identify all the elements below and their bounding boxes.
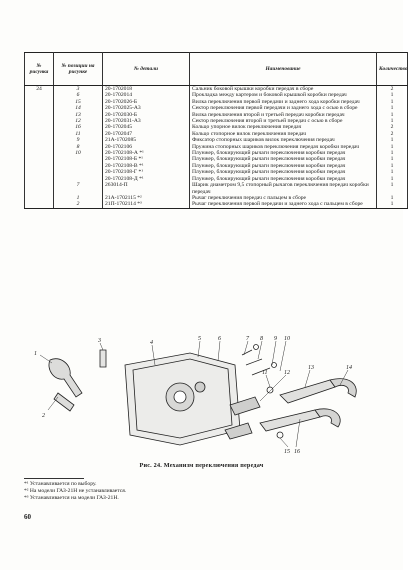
- row-part-number: 21А-1702085: [103, 137, 190, 143]
- row-quantity: 1: [377, 195, 408, 201]
- figure-label-8: 8: [260, 336, 263, 342]
- row-part-name: Плунжер, блокирующий рычаги переключения коробки передач: [190, 163, 377, 169]
- row-part-name: Плунжер, блокирующий рычаги переключения коробки передач: [190, 150, 377, 156]
- row-position: 8: [54, 144, 103, 150]
- row-part-number: 21П-1702114 *³: [103, 201, 190, 208]
- row-quantity: 1: [377, 144, 408, 150]
- figure-label-16: 16: [294, 449, 300, 455]
- row-part-number: 20-1702025-А3: [103, 105, 190, 111]
- row-part-name: Сальник боковой крышки коробки передач в сборе: [190, 86, 377, 93]
- table-row: [25, 182, 408, 195]
- row-position: 12: [54, 118, 103, 124]
- row-position: 10: [54, 150, 103, 156]
- row-part-number: 20-1702108-В *¹: [103, 163, 190, 169]
- row-quantity: 1: [377, 112, 408, 118]
- footnote-3: *³ Устанавливается на модели ГАЗ-21Н.: [24, 495, 119, 501]
- row-part-name: Рычаг переключения первой передачи и заднего хода с пальцем в сборе: [190, 201, 377, 208]
- figure-label-1: 1: [34, 351, 37, 357]
- gearshift-mechanism-drawing: [30, 335, 375, 455]
- header-quantity: Количество: [377, 53, 408, 86]
- header-part-name: Наименование: [190, 53, 377, 86]
- row-part-number: 20-1702108-А *¹: [103, 150, 190, 156]
- row-part-number: 20-1702018: [103, 86, 190, 93]
- row-part-name: Кольцо упорное вилок переключения передач: [190, 124, 377, 130]
- row-part-number: 20-1702030-Б: [103, 112, 190, 118]
- figure-label-5: 5: [198, 336, 201, 342]
- row-part-number: 20-1702031-А3: [103, 118, 190, 124]
- row-quantity: 2: [377, 131, 408, 137]
- row-position: 6: [54, 92, 103, 98]
- row-figure-number: [25, 182, 54, 195]
- table-header-row: [25, 53, 408, 86]
- row-position: 11: [54, 131, 103, 137]
- row-quantity: 2: [377, 86, 408, 93]
- figure-label-12: 12: [284, 370, 290, 376]
- figure-label-4: 4: [150, 340, 153, 346]
- figure-label-10: 10: [284, 336, 290, 342]
- figure-label-3: 3: [98, 338, 101, 344]
- header-position-number: № позиции на рисунке: [54, 53, 103, 86]
- figure-label-2: 2: [42, 413, 45, 419]
- row-part-name: Вилка переключения второй и третьей передач коробки передач: [190, 112, 377, 118]
- row-quantity: 1: [377, 137, 408, 143]
- row-part-number: 263014-П: [103, 182, 190, 195]
- figure-caption: Рис. 24. Механизм переключения передач: [139, 462, 264, 469]
- row-quantity: 1: [377, 118, 408, 124]
- figure-label-11: 11: [262, 370, 268, 376]
- figure-label-7: 7: [246, 336, 249, 342]
- row-part-name: Плунжер, блокирующий рычаги переключения коробки передач: [190, 169, 377, 175]
- row-part-number: 20-1702106: [103, 144, 190, 150]
- row-position: 2: [54, 201, 103, 208]
- row-part-number: 20-1702108-Д *¹: [103, 176, 190, 182]
- row-position: 13: [54, 112, 103, 118]
- row-part-number: 20-1702045: [103, 124, 190, 130]
- page-number: 60: [24, 513, 31, 521]
- row-part-name: Пружина стопорных шариков переключения передач коробки передач: [190, 144, 377, 150]
- figure-label-15: 15: [284, 449, 290, 455]
- row-quantity: 2: [377, 124, 408, 130]
- row-position: 15: [54, 99, 103, 105]
- row-part-number: 20-1702026-Б: [103, 99, 190, 105]
- row-part-name: Кольцо стопорное вилок переключения передач: [190, 131, 377, 137]
- row-quantity: 1: [377, 156, 408, 162]
- footnote-2: *² На модели ГАЗ-21Н не устанавливается.: [24, 488, 127, 494]
- row-position: 16: [54, 124, 103, 130]
- parts-table-body: [25, 86, 408, 209]
- row-quantity: 1: [377, 150, 408, 156]
- row-part-name: Прокладка между картером и боковой крышкой коробки передач: [190, 92, 377, 98]
- row-quantity: 1: [377, 92, 408, 98]
- row-part-number: 20-1702108-Б *¹: [103, 156, 190, 162]
- row-quantity: 1: [377, 176, 408, 182]
- figure-label-13: 13: [308, 365, 314, 371]
- row-figure-number: 24: [25, 86, 54, 93]
- row-position: 1: [54, 195, 103, 201]
- row-part-name: Сектор переключения первой передачи и заднего хода с осью в сборе: [190, 105, 377, 111]
- header-part-number: № детали: [103, 53, 190, 86]
- footnote-divider: [24, 478, 84, 479]
- footnote-1: *¹ Устанавливается по выбору.: [24, 481, 97, 487]
- header-figure-number: № рисунка: [25, 53, 54, 86]
- row-part-number: 21А-1702115 *²: [103, 195, 190, 201]
- figure-label-6: 6: [218, 336, 221, 342]
- row-part-name: Плунжер, блокирующий рычаги переключения коробки передач: [190, 156, 377, 162]
- row-quantity: 1: [377, 182, 408, 195]
- row-quantity: 1: [377, 201, 408, 208]
- row-position: 9: [54, 137, 103, 143]
- row-quantity: 1: [377, 163, 408, 169]
- row-position: 3: [54, 86, 103, 93]
- row-part-number: 20-1702108-Г *¹: [103, 169, 190, 175]
- row-part-number: 20-1702047: [103, 131, 190, 137]
- row-part-name: Шарик диаметром 9,5 стопорный рычагов переключения передач коробки передач: [190, 182, 377, 195]
- row-position: 7: [54, 182, 103, 195]
- figure-label-14: 14: [346, 365, 352, 371]
- row-part-name: Рычаг переключения передач с пальцем в сборе: [190, 195, 377, 201]
- row-part-name: Фиксатор стопорных шариков вилок переключения передач: [190, 137, 377, 143]
- row-position: 14: [54, 105, 103, 111]
- row-quantity: 1: [377, 99, 408, 105]
- table-row: [25, 201, 408, 208]
- row-part-name: Сектор переключения второй и третьей передач с осью в сборе: [190, 118, 377, 124]
- row-part-name: Вилка переключения первой передачи и заднего хода коробки передач: [190, 99, 377, 105]
- figure-label-9: 9: [274, 336, 277, 342]
- row-figure-number: [25, 201, 54, 208]
- row-quantity: 1: [377, 105, 408, 111]
- row-part-number: 20-1702014: [103, 92, 190, 98]
- parts-table: [24, 52, 408, 209]
- row-quantity: 1: [377, 169, 408, 175]
- row-part-name: Плунжер, блокирующий рычаги переключения коробки передач: [190, 176, 377, 182]
